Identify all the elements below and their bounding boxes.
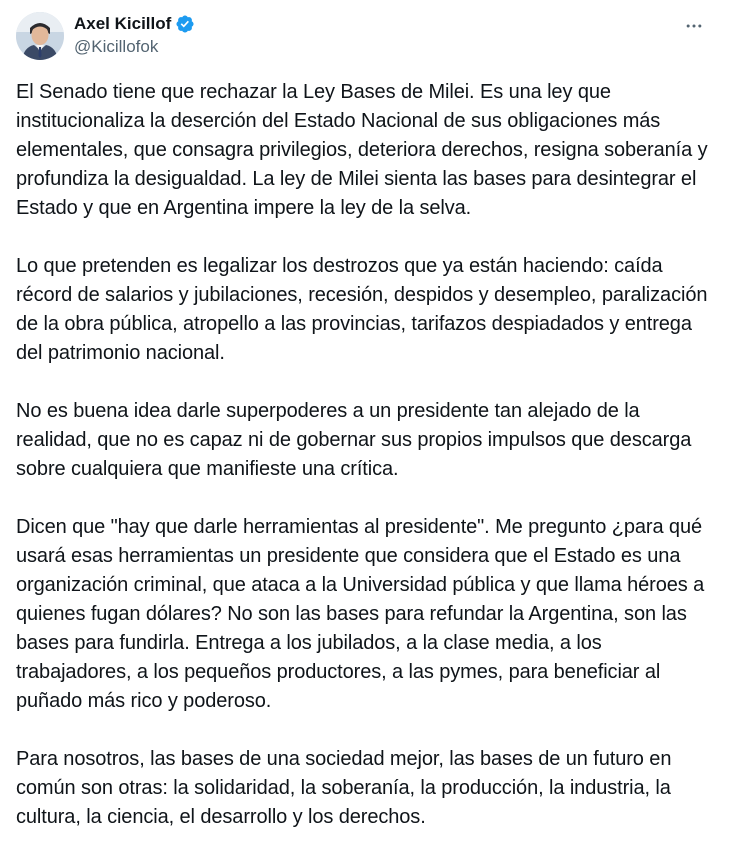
profile-photo-icon [16, 12, 64, 60]
avatar[interactable] [16, 12, 64, 60]
more-options-icon[interactable] [682, 14, 706, 38]
tweet-paragraph: El Senado tiene que rechazar la Ley Bases de Milei. Es una ley que institucionaliza la deserción del Estado Nacional de sus obligaciones más elementales, que consagra privilegios, deteriora derechos, resigna soberanía y profundiza la desigualdad. La ley de Milei sienta las bases para desintegrar el Estado y que en Argentina impere la ley de la selva. [16, 81, 708, 219]
handle[interactable]: @Kicillofok [74, 37, 159, 56]
tweet-text [16, 78, 716, 861]
author-names [74, 13, 195, 58]
display-name[interactable]: Axel Kicillof [74, 14, 172, 33]
tweet-paragraph: Lo que pretenden es legalizar los destrozos que ya están haciendo: caída récord de salarios y jubilaciones, recesión, despidos y desempleo, paralización de la obra pública, atropello a las provincias, tarifazos despiadados y entrega del patrimonio nacional. [16, 255, 708, 364]
tweet-paragraph: Para nosotros, las bases de una sociedad mejor, las bases de un futuro en común son otras: la solidaridad, la soberanía, la producción, la industria, la cultura, la ciencia, el desarrollo y los derechos. [16, 748, 672, 828]
tweet-paragraph: No es buena idea darle superpoderes a un presidente tan alejado de la realidad, que no es capaz ni de gobernar sus propios impulsos que descarga sobre cualquiera que manifieste una crítica. [16, 400, 692, 480]
verified-badge-icon[interactable] [175, 14, 195, 34]
tweet-header [16, 12, 714, 64]
tweet-paragraph: Dicen que "hay que darle herramientas al presidente". Me pregunto ¿para qué usará esas herramientas un presidente que considera que el Estado es una organización criminal, que ataca a la Universidad pública y que llama héroes a quienes fugan dólares? No son las bases para refundar la Argentina, son las bases para fundirla. Entrega a los jubilados, a la clase media, a los trabajadores, a los pequeños productores, a las pymes, para beneficiar al puñado más rico y poderoso. [16, 516, 705, 712]
name-row [74, 13, 195, 35]
